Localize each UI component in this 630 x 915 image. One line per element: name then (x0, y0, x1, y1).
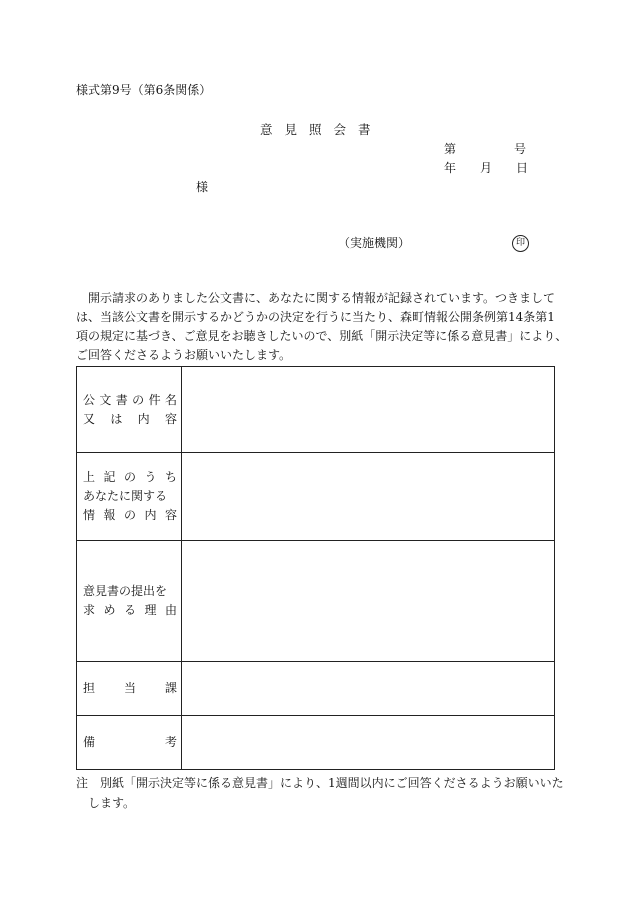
footnote-line: 注 別紙「開示決定等に係る意見書」により、1週間以内にご回答くださるようお願いいた (76, 776, 564, 790)
form-row (77, 541, 555, 662)
form-row-label (77, 662, 182, 716)
seal-icon: 印 (512, 235, 529, 252)
document-number-suffix: 号 (514, 142, 527, 156)
form-row-label-line: 情 報 の 内 容 (83, 508, 177, 522)
agency-label: （実施機関） (338, 236, 411, 250)
form-row (77, 662, 555, 716)
form-row-label (77, 541, 182, 662)
form-row-field[interactable] (182, 541, 555, 662)
form-row (77, 367, 555, 453)
document-title: 意見照会書 (260, 122, 383, 137)
form-row-label (77, 367, 182, 453)
form-row-label-line: 意見書の提出を (83, 584, 168, 598)
form-row (77, 453, 555, 541)
date-month-label: 月 (480, 161, 493, 175)
date-year-label: 年 (444, 161, 457, 175)
footnote-line: します。 (88, 796, 136, 810)
form-row-field[interactable] (182, 453, 555, 541)
body-line: 項の規定に基づき、ご意見をお聴きしたいので、別紙「開示決定等に係る意見書」により、 (76, 329, 568, 343)
form-row-field[interactable] (182, 367, 555, 453)
form-number: 様式第9号（第6条関係） (76, 83, 212, 97)
request-body-text (76, 289, 568, 365)
document-number-prefix: 第 (444, 142, 457, 156)
form-row (77, 716, 555, 770)
form-row-field[interactable] (182, 662, 555, 716)
form-row-label-line: 又 は 内 容 (83, 411, 177, 426)
form-row-label-line: 上 記 の う ち (83, 470, 177, 484)
date-day-label: 日 (516, 161, 529, 175)
body-line: は、当該公文書を開示するかどうかの決定を行うに当たり、森町情報公開条例第14条第1 (76, 310, 555, 324)
form-row-label-line: 求 め る 理 由 (83, 603, 177, 617)
body-line: 開示請求のありました公文書に、あなたに関する情報が記録されています。つきまして (88, 291, 556, 305)
form-row-label-line: 備 考 (83, 735, 177, 749)
form-row-label-line: 公 文 書 の 件 名 (83, 392, 177, 407)
footnote (76, 773, 564, 813)
form-row-field[interactable] (182, 716, 555, 770)
form-row-label-line: あなたに関する (83, 489, 168, 503)
form-row-label-line: 担 当 課 (83, 681, 177, 695)
form-row-label (77, 453, 182, 541)
addressee-suffix: 様 (196, 180, 209, 194)
inquiry-form-table (76, 366, 555, 770)
body-line: ご回答くださるようお願いいたします。 (76, 348, 292, 362)
form-row-label (77, 716, 182, 770)
